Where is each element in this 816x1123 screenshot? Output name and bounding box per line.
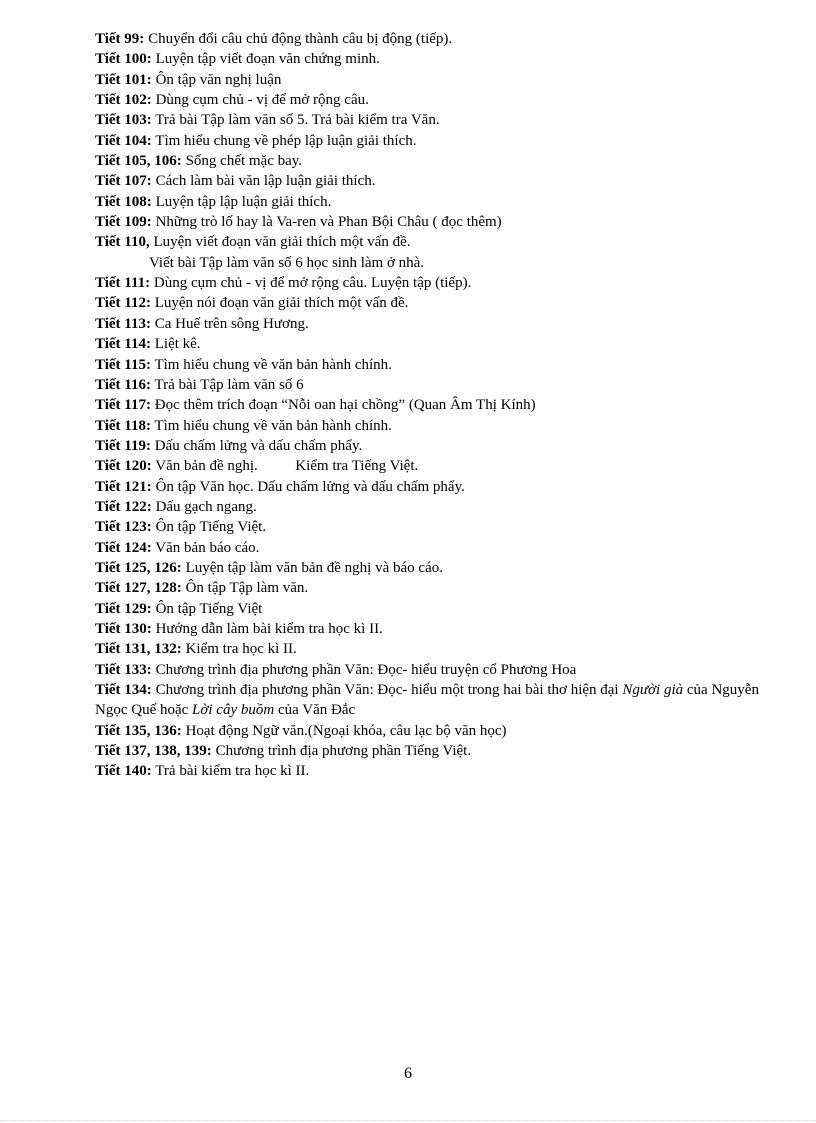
page-bottom-divider: [0, 1120, 816, 1121]
lesson-label: Tiết 101:: [95, 71, 152, 88]
lesson-121: [95, 477, 775, 497]
lesson-135-136: [95, 721, 775, 741]
lesson-label: Tiết 137, 138, 139:: [95, 743, 212, 760]
lesson-101: [95, 70, 775, 90]
lesson-text: Hướng dẫn làm bài kiểm tra học kì II.: [151, 620, 383, 637]
lesson-label: Tiết 124:: [95, 539, 152, 556]
lesson-text: Luyện tập viết đoạn văn chứng minh.: [151, 51, 380, 68]
poem-title-loi-cay-buom: Lời cây buồm: [192, 702, 275, 719]
lesson-text: Văn bản báo cáo.: [151, 539, 260, 556]
lesson-label: Tiết 103:: [95, 112, 152, 129]
lesson-text: Dùng cụm chủ - vị để mở rộng câu. Luyện tập (tiếp).: [150, 275, 472, 292]
lesson-label: Tiết 121:: [95, 478, 152, 495]
lesson-text: Trả bài Tập làm văn số 6: [150, 376, 304, 393]
lesson-text: Văn bản đề nghị. Kiểm tra Tiếng Việt.: [151, 458, 419, 475]
lesson-text: Ôn tập Tập làm văn.: [181, 580, 309, 597]
lesson-label: Tiết 115:: [95, 356, 151, 373]
lesson-102: [95, 90, 775, 110]
lesson-99: [95, 29, 775, 49]
lesson-100: [95, 49, 775, 69]
lesson-140: [95, 761, 775, 781]
lesson-label: Tiết 116:: [95, 376, 151, 393]
lesson-124: [95, 538, 775, 558]
lesson-115: [95, 355, 775, 375]
lesson-label: Tiết 104:: [95, 132, 152, 149]
lesson-130: [95, 619, 775, 639]
lesson-137-139: [95, 741, 775, 761]
lesson-120: [95, 456, 775, 476]
lesson-133: [95, 660, 775, 680]
lesson-131-132: [95, 639, 775, 659]
lesson-label: Tiết 123:: [95, 519, 152, 536]
lesson-109: [95, 212, 775, 232]
lesson-122: [95, 497, 775, 517]
lesson-111: [95, 273, 775, 293]
lesson-label: Tiết 133:: [95, 661, 152, 678]
lesson-label: Tiết 117:: [95, 397, 151, 414]
lesson-text: Ôn tập Tiếng Việt.: [151, 519, 267, 536]
lesson-label: Tiết 112:: [95, 295, 151, 312]
lesson-text: Trả bài Tập làm văn số 5. Trả bài kiểm tra Văn.: [151, 112, 440, 129]
lesson-117: [95, 395, 775, 415]
lesson-text: Tìm hiểu chung về phép lập luận giải thích.: [151, 132, 417, 149]
lesson-label: Tiết 122:: [95, 498, 152, 515]
lesson-label: Tiết 125, 126:: [95, 559, 182, 576]
lesson-label: Tiết 131, 132:: [95, 641, 182, 658]
lesson-118: [95, 416, 775, 436]
lesson-text: Đọc thêm trích đoạn “Nỗi oan hại chồng” (Quan Âm Thị Kính): [150, 397, 536, 414]
lesson-label: Tiết 130:: [95, 620, 152, 637]
lesson-text: Ôn tập Tiếng Việt: [151, 600, 263, 617]
lesson-text: Dùng cụm chủ - vị để mở rộng câu.: [151, 92, 369, 109]
lesson-label: Tiết 111:: [95, 275, 151, 292]
lesson-text: Tìm hiểu chung về văn bản hành chính.: [150, 417, 392, 434]
lesson-104: [95, 131, 775, 151]
poem-title-nguoi-gia: Người già: [622, 682, 684, 698]
lesson-110: [95, 232, 775, 252]
lesson-text: Ôn tập văn nghị luận: [151, 71, 282, 88]
lesson-text: Chương trình địa phương phần Văn: Đọc- hiểu truyện cổ Phương Hoa: [151, 661, 577, 678]
lesson-list: [95, 29, 775, 782]
lesson-text: Luyện tập làm văn bản đề nghị và báo cáo.: [181, 559, 443, 576]
lesson-label: Tiết 102:: [95, 92, 152, 109]
lesson-text: Dấu chấm lửng và dấu chấm phẩy.: [150, 437, 363, 454]
lesson-text: Cách làm bài văn lập luận giải thích.: [151, 173, 376, 190]
lesson-114: [95, 334, 775, 354]
lesson-text: Luyện nói đoạn văn giải thích một vấn đề.: [150, 295, 409, 312]
lesson-text: Luyện tập lập luận giải thích.: [151, 193, 332, 210]
lesson-label: Tiết 100:: [95, 51, 152, 68]
lesson-label: Tiết 134:: [95, 682, 152, 698]
lesson-label: Tiết 105, 106:: [95, 153, 182, 170]
lesson-113: [95, 314, 775, 334]
lesson-label: Tiết 127, 128:: [95, 580, 182, 597]
lesson-label: Tiết 118:: [95, 417, 151, 434]
lesson-103: [95, 110, 775, 130]
lesson-text: Chương trình địa phương phần Văn: Đọc- hiểu một trong hai bài thơ hiện đại: [151, 682, 623, 698]
lesson-116: [95, 375, 775, 395]
lesson-112: [95, 293, 775, 313]
lesson-label: Tiết 140:: [95, 763, 152, 780]
lesson-text: Tìm hiểu chung về văn bản hành chính.: [150, 356, 392, 373]
lesson-123: [95, 517, 775, 537]
lesson-text: Sống chết mặc bay.: [181, 153, 303, 170]
lesson-label: Tiết 114:: [95, 336, 151, 353]
lesson-label: Tiết 113:: [95, 315, 151, 332]
lesson-text: Chương trình địa phương phần Tiếng Việt.: [211, 743, 472, 760]
lesson-110-continuation: [95, 253, 775, 273]
lesson-label: Tiết 110,: [95, 234, 150, 251]
lesson-label: Tiết 120:: [95, 458, 152, 475]
lesson-text-mid: của Nguyễn Ngọc Quế hoặc: [95, 682, 759, 719]
lesson-label: Tiết 108:: [95, 193, 152, 210]
lesson-text: Những trò lố hay là Va-ren và Phan Bội Châu ( đọc thêm): [151, 214, 502, 231]
lesson-125-126: [95, 558, 775, 578]
lesson-text: Hoạt động Ngữ văn.(Ngoại khóa, câu lạc bộ văn học): [181, 722, 507, 739]
lesson-text: Liệt kê.: [150, 336, 201, 353]
lesson-129: [95, 599, 775, 619]
lesson-134: [95, 680, 775, 721]
lesson-text: Luyện viết đoạn văn giải thích một vấn đề.: [149, 234, 411, 251]
lesson-text: Ôn tập Văn học. Dấu chấm lửng và dấu chấm phẩy.: [151, 478, 465, 495]
lesson-label: Tiết 107:: [95, 173, 152, 190]
lesson-127-128: [95, 578, 775, 598]
lesson-text: Trả bài kiểm tra học kì II.: [151, 763, 310, 780]
lesson-text: Dấu gạch ngang.: [151, 498, 257, 515]
lesson-label: Tiết 129:: [95, 600, 152, 617]
lesson-label: Tiết 99:: [95, 31, 145, 47]
lesson-119: [95, 436, 775, 456]
lesson-label: Tiết 109:: [95, 214, 152, 231]
lesson-label: Tiết 119:: [95, 437, 151, 454]
lesson-text: Chuyển đổi câu chủ động thành câu bị động (tiếp).: [144, 31, 453, 47]
page-number: 6: [404, 1065, 412, 1082]
lesson-text-tail: của Văn Đắc: [274, 702, 356, 719]
lesson-text: Ca Huế trên sông Hương.: [150, 315, 309, 332]
lesson-108: [95, 192, 775, 212]
lesson-105-106: [95, 151, 775, 171]
lesson-text: Viết bài Tập làm văn số 6 học sinh làm ở nhà.: [149, 254, 425, 271]
lesson-107: [95, 171, 775, 191]
lesson-text: Kiểm tra học kì II.: [181, 641, 297, 658]
lesson-label: Tiết 135, 136:: [95, 722, 182, 739]
